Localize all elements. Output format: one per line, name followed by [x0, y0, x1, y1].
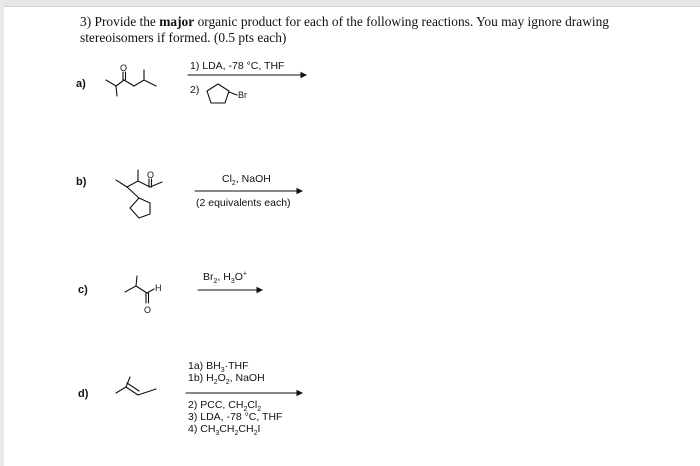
part-a-ketone-structure	[106, 70, 156, 96]
part-a-step1: 1) LDA, -78 °C, THF	[190, 60, 285, 72]
part-b-reagent: $Cl_2$, NaOH	[222, 173, 271, 188]
part-b-label: b)	[76, 176, 87, 188]
part-a-label: a)	[76, 78, 86, 90]
part-b-carbonyl-oxygen: O	[147, 170, 155, 180]
part-a-bromocyclopentane	[207, 84, 237, 103]
part-a-carbonyl-oxygen: O	[120, 63, 128, 73]
part-c-aldehyde-structure	[125, 276, 154, 303]
part-c-carbonyl-oxygen: O	[144, 305, 152, 315]
part-d-step1b: 1b) $H_2O_2$, NaOH	[188, 372, 265, 387]
part-a-step2-prefix: 2)	[190, 84, 200, 96]
part-b-equivalents: (2 equivalents each)	[196, 197, 291, 209]
question-line2: stereoisomers if formed. (0.5 pts each)	[80, 30, 287, 45]
part-d-alkene-structure	[116, 377, 156, 395]
part-d-step4: 4) $CH_3CH_2CH_2I$	[188, 423, 261, 438]
part-d-step3: 3) LDA, -78 °C, THF	[188, 411, 283, 423]
question-pre: Provide the	[94, 14, 156, 29]
part-b-ketone-structure	[116, 170, 162, 218]
part-d-step1a: 1a) $BH_3\cdot THF$	[188, 360, 249, 375]
question-post: organic product for each of the following reactions. You may ignore drawing	[197, 14, 609, 29]
part-d-step2: 2) PCC, $CH_2Cl_2$	[188, 399, 262, 414]
question-number: 3)	[80, 14, 92, 29]
part-c-label: c)	[78, 284, 88, 296]
part-c-aldehyde-hydrogen: H	[155, 283, 162, 293]
question-bold-major: major	[159, 14, 195, 29]
part-c-reagent: $Br_2$, $H_3O^+$	[203, 270, 247, 286]
part-d-label: d)	[78, 388, 89, 400]
part-a-bromine: Br	[238, 90, 247, 100]
